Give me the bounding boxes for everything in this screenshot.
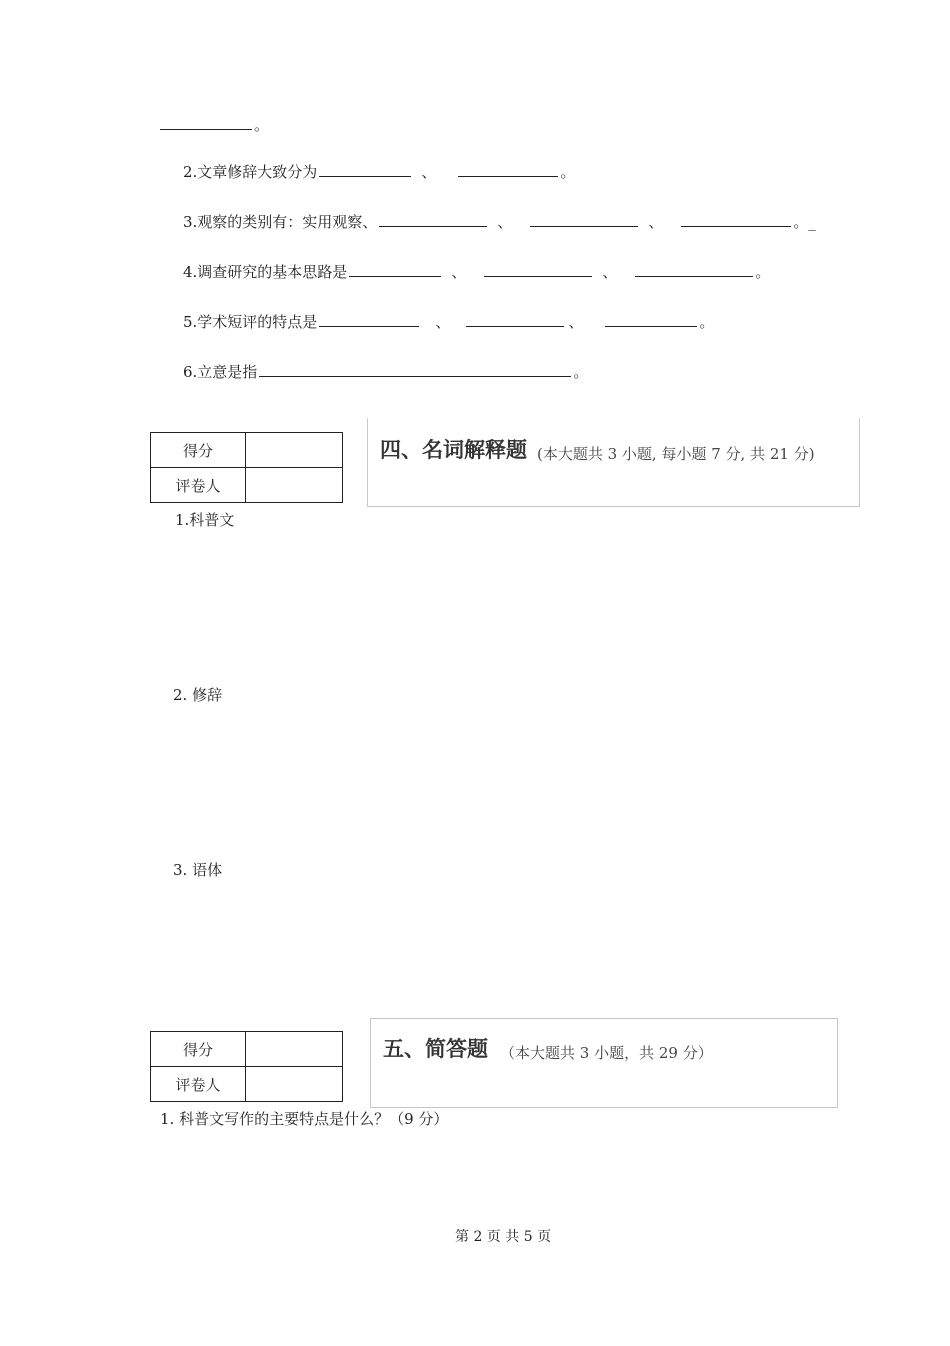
punct: 。 xyxy=(755,263,771,281)
answer-blank[interactable] xyxy=(681,212,791,227)
answer-blank[interactable] xyxy=(530,212,638,227)
question-text: 5.学术短评的特点是 xyxy=(183,313,318,331)
fill-in-carry-line xyxy=(160,115,269,135)
punct: 。 xyxy=(573,363,589,381)
section-5-title: 五、简答题 xyxy=(383,1037,488,1061)
answer-blank[interactable] xyxy=(605,312,697,327)
punct: 、 xyxy=(602,263,618,281)
score-label: 得分 xyxy=(151,1032,246,1067)
question-text: 2.文章修辞大致分为 xyxy=(183,163,318,181)
answer-blank[interactable] xyxy=(319,162,411,177)
section-4-note: (本大题共 3 小题, 每小题 7 分, 共 21 分) xyxy=(537,445,815,463)
answer-blank[interactable] xyxy=(484,262,592,277)
answer-blank[interactable] xyxy=(635,262,753,277)
answer-blank[interactable] xyxy=(349,262,441,277)
score-table-section-4 xyxy=(150,432,343,503)
grader-label: 评卷人 xyxy=(151,468,246,503)
fill-in-question-4 xyxy=(183,262,770,282)
punct: 、 xyxy=(497,213,513,231)
punct: 。 xyxy=(254,116,270,134)
score-cell[interactable] xyxy=(246,433,343,468)
fill-in-question-3 xyxy=(183,212,816,232)
answer-blank[interactable] xyxy=(319,312,419,327)
term-item-2: 2. 修辞 xyxy=(173,686,223,704)
term-item-1: 1.科普文 xyxy=(175,511,235,529)
punct: 、 xyxy=(568,313,584,331)
score-cell[interactable] xyxy=(246,1032,343,1067)
score-table-section-5 xyxy=(150,1031,343,1102)
answer-blank[interactable] xyxy=(466,312,564,327)
question-text: 3.观察的类别有：实用观察、 xyxy=(183,213,378,231)
answer-blank[interactable] xyxy=(458,162,558,177)
answer-blank[interactable] xyxy=(160,115,252,130)
question-text: 4.调查研究的基本思路是 xyxy=(183,263,348,281)
punct: 。 xyxy=(560,163,576,181)
term-item-3: 3. 语体 xyxy=(173,861,223,879)
punct: 、 xyxy=(435,313,451,331)
grader-cell[interactable] xyxy=(246,468,343,503)
section-5-note: （本大题共 3 小题，共 29 分） xyxy=(500,1044,713,1062)
grader-cell[interactable] xyxy=(246,1067,343,1102)
page-footer: 第 2 页 共 5 页 xyxy=(455,1229,552,1245)
fill-in-question-6 xyxy=(183,362,588,382)
question-text: 6.立意是指 xyxy=(183,363,258,381)
short-answer-item-1: 1. 科普文写作的主要特点是什么？（9 分） xyxy=(160,1110,449,1128)
section-5-header-box xyxy=(370,1018,838,1108)
answer-blank[interactable] xyxy=(259,362,571,377)
punct: 、 xyxy=(421,163,437,181)
punct: 、 xyxy=(451,263,467,281)
fill-in-question-5 xyxy=(183,312,714,332)
score-label: 得分 xyxy=(151,433,246,468)
fill-in-question-2 xyxy=(183,162,575,182)
punct: 。 xyxy=(699,313,715,331)
section-4-title: 四、名词解释题 xyxy=(380,438,527,462)
grader-label: 评卷人 xyxy=(151,1067,246,1102)
punct: 、 xyxy=(648,213,664,231)
answer-blank[interactable] xyxy=(379,212,487,227)
punct: 。_ xyxy=(793,213,816,231)
